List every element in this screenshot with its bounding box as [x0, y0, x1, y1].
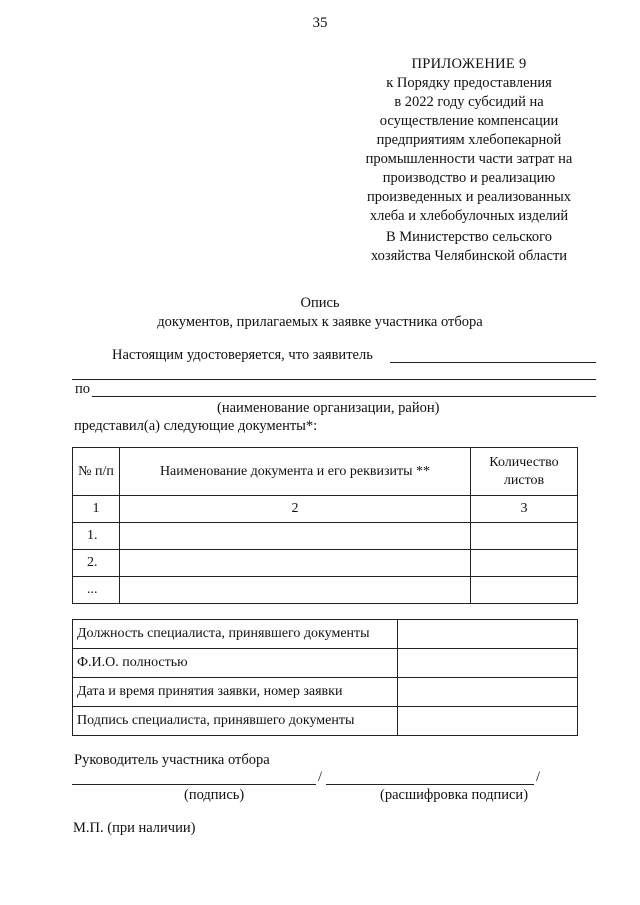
appendix-line: к Порядку предоставления — [386, 75, 552, 91]
signature-decode-line[interactable] — [326, 784, 534, 785]
numbering-cell: 3 — [471, 496, 578, 523]
submitted-text: представил(а) следующие документы*: — [74, 418, 318, 434]
table-row — [73, 523, 578, 550]
document-name-cell[interactable] — [120, 550, 471, 577]
row-number: 2. — [73, 550, 120, 577]
signature-slash: / — [318, 769, 323, 785]
table-row — [73, 577, 578, 604]
header-document-name: Наименование документа и его реквизиты ** — [120, 448, 471, 496]
addressee-line: хозяйства Челябинской области — [370, 248, 568, 264]
document-title-sub: документов, прилагаемых к заявке участника отбора — [157, 314, 483, 330]
table-row — [73, 550, 578, 577]
numbering-cell: 1 — [73, 496, 120, 523]
addressee-block — [355, 228, 583, 266]
table-row — [73, 620, 578, 649]
sheet-count-cell[interactable] — [471, 523, 578, 550]
document-name-cell[interactable] — [120, 523, 471, 550]
appendix-line: предприятиям хлебопекарной — [376, 132, 562, 148]
staff-signature-label: Подпись специалиста, принявшего документы — [73, 707, 398, 736]
stamp-place: М.П. (при наличии) — [73, 820, 196, 836]
applicant-blank-line-2[interactable] — [72, 379, 596, 380]
organization-caption: (наименование организации, район) — [217, 400, 440, 416]
staff-fullname-value[interactable] — [398, 649, 578, 678]
numbering-cell: 2 — [120, 496, 471, 523]
appendix-line: промышленности части затрат на — [365, 151, 573, 167]
po-label: по — [75, 381, 91, 397]
appendix-line: произведенных и реализованных — [366, 189, 571, 205]
staff-table — [72, 619, 578, 736]
head-of-participant: Руководитель участника отбора — [74, 752, 270, 768]
acceptance-date-label: Дата и время принятия заявки, номер заявки — [73, 678, 398, 707]
documents-table — [72, 447, 578, 604]
document-title — [0, 294, 640, 332]
staff-position-value[interactable] — [398, 620, 578, 649]
appendix-title: ПРИЛОЖЕНИЕ 9 — [411, 56, 527, 72]
signature-decode-caption: (расшифровка подписи) — [380, 787, 529, 803]
sheet-count-cell[interactable] — [471, 577, 578, 604]
staff-signature-value[interactable] — [398, 707, 578, 736]
document-title-main: Опись — [300, 295, 340, 311]
header-number: № п/п — [73, 448, 120, 496]
table-header-row — [73, 448, 578, 496]
table-row — [73, 678, 578, 707]
table-row — [73, 707, 578, 736]
appendix-line: хлеба и хлебобулочных изделий — [369, 208, 569, 224]
appendix-line: осуществление компенсации — [379, 113, 559, 129]
table-row — [73, 649, 578, 678]
row-number: ... — [73, 577, 120, 604]
organization-blank-line[interactable] — [92, 396, 596, 397]
row-number: 1. — [73, 523, 120, 550]
staff-position-label: Должность специалиста, принявшего документы — [73, 620, 398, 649]
applicant-blank-line[interactable] — [390, 362, 596, 363]
sheet-count-cell[interactable] — [471, 550, 578, 577]
appendix-block — [355, 55, 583, 226]
page-number: 35 — [312, 15, 328, 31]
addressee-line: В Министерство сельского — [385, 229, 553, 245]
signature-caption: (подпись) — [184, 787, 245, 803]
certify-text: Настоящим удостоверяется, что заявитель — [112, 347, 373, 363]
signature-line[interactable] — [72, 784, 316, 785]
appendix-line: производство и реализацию — [382, 170, 556, 186]
signature-slash-end: / — [536, 769, 541, 785]
document-name-cell[interactable] — [120, 577, 471, 604]
acceptance-date-value[interactable] — [398, 678, 578, 707]
staff-fullname-label: Ф.И.О. полностью — [73, 649, 398, 678]
appendix-line: в 2022 году субсидий на — [394, 94, 544, 110]
header-sheet-count: Количество листов — [471, 448, 578, 496]
table-numbering-row — [73, 496, 578, 523]
